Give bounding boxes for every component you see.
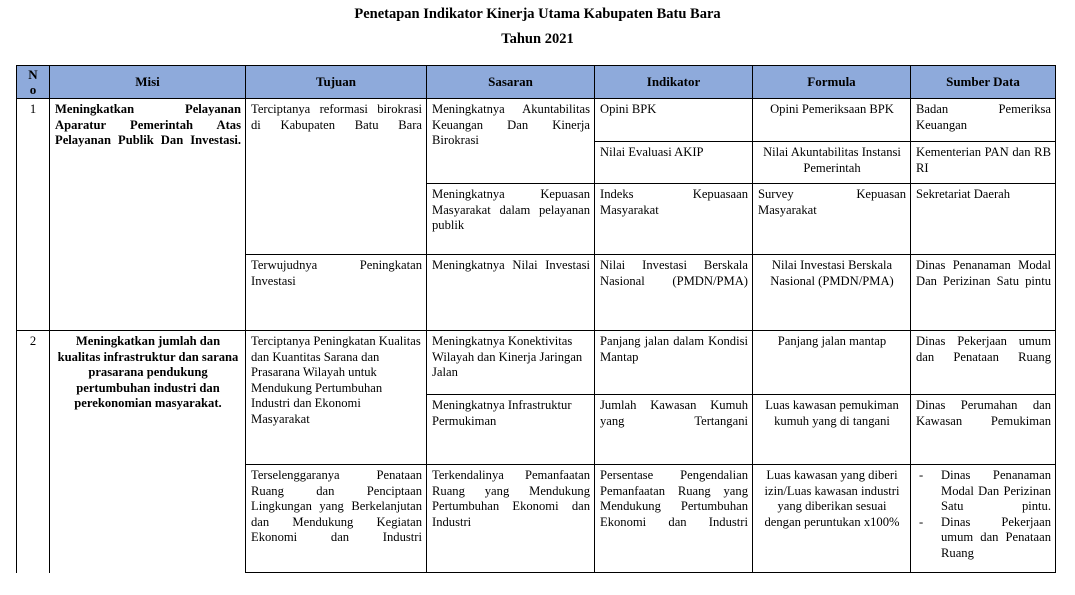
tujuan-cell: Terselenggaranya Penataan Ruang dan Penciptaan Lingkungan yang Berkelanjutan dan Mendukung Kegiatan Ekonomi dan Industri [246,465,427,573]
row-number: 2 [17,331,50,573]
tujuan-cell: Terwujudnya Peningkatan Investasi [246,255,427,331]
header-tujuan: Tujuan [246,66,427,99]
row-number: 1 [17,99,50,331]
document-year: Tahun 2021 [501,31,574,47]
sumber-data-item: - Dinas Penanaman Modal Dan Perizinan Satu pintu. [941,468,1051,515]
sasaran-cell: Meningkatnya Akuntabilitas Keuangan Dan Kinerja Birokrasi [427,99,595,184]
sumber-data-cell: Dinas Penanaman Modal Dan Perizinan Satu pintu [911,255,1056,331]
table-row [17,331,1056,395]
indikator-cell: Jumlah Kawasan Kumuh yang Tertangani [595,395,753,465]
tujuan-cell [246,331,427,465]
sumber-data-cell: Dinas Perumahan dan Kawasan Pemukiman [911,395,1056,465]
formula-cell: Nilai Investasi Berskala Nasional (PMDN/PMA) [753,255,911,331]
iku-table [16,65,1056,573]
sumber-data-cell: Dinas Pekerjaan umum dan Penataan Ruang [911,331,1056,395]
table-row [17,99,1056,142]
header-sumber-data: Sumber Data [911,66,1056,99]
indikator-cell: Indeks Kepuasaan Masyarakat [595,184,753,240]
sasaran-cell [427,395,595,465]
formula-cell: Panjang jalan mantap [753,331,911,395]
sasaran-cell [427,331,595,395]
sasaran-text: Meningkatnya Konektivitas Wilayah dan Kinerja Jaringan Jalan [432,334,583,379]
indikator-cell: Panjang jalan dalam Kondisi Mantap [595,331,753,395]
table-header-row [17,66,1056,99]
header-no-o: o [29,82,37,97]
spacer-cell [753,240,911,255]
sumber-data-cell: Kementerian PAN dan RB RI [911,142,1056,184]
spacer-cell [911,240,1056,255]
header-sasaran: Sasaran [427,66,595,99]
sumber-data-item: - Dinas Pekerjaan umum dan Penataan Ruang [941,515,1051,562]
tujuan-cell [246,99,427,255]
formula-cell: Luas kawasan yang diberi izin/Luas kawasan industri yang diberikan sesuai dengan peruntukan x100% [753,465,911,573]
tujuan-text: Terciptanya reformasi birokrasi di Kabupaten Batu Bara [251,102,422,132]
formula-cell: Luas kawasan pemukiman kumuh yang di tangani [753,395,911,465]
misi-cell: Meningkatkan jumlah dan kualitas infrastruktur dan sarana prasarana pendukung pertumbuhan industri dan perekonomian masyarakat. [50,331,246,573]
indikator-cell: Nilai Evaluasi AKIP [595,142,753,184]
header-no [17,66,50,99]
formula-cell: Nilai Akuntabilitas Instansi Pemerintah [753,142,911,184]
sasaran-cell: Terkendalinya Pemanfaatan Ruang yang Mendukung Pertumbuhan Ekonomi dan Industri [427,465,595,573]
formula-cell: Survey Kepuasan Masyarakat [753,184,911,240]
spacer-cell [595,240,753,255]
sumber-data-cell [911,465,1056,573]
sumber-data-cell: Sekretariat Daerah [911,184,1056,240]
header-misi: Misi [50,66,246,99]
header-formula: Formula [753,66,911,99]
tujuan-text: Terciptanya Peningkatan Kualitas dan Kuantitas Sarana dan Prasarana Wilayah untuk Mendukung Pertumbuhan Industri dan Ekonomi Masyarakat [251,334,421,426]
sasaran-cell: Meningkatnya Nilai Investasi [427,255,595,331]
indikator-cell: Opini BPK [595,99,753,142]
sasaran-text: Meningkatnya Infrastruktur Permukiman [432,398,572,428]
misi-cell: Meningkatkan Pelayanan Aparatur Pemerintah Atas Pelayanan Publik Dan Investasi. [50,99,246,331]
header-indikator: Indikator [595,66,753,99]
sumber-data-cell: Badan Pemeriksa Keuangan [911,99,1056,142]
header-no-n: N [28,67,38,82]
formula-cell: Opini Pemeriksaan BPK [753,99,911,142]
spacer-cell [427,240,595,255]
sumber-data-list [915,468,1051,561]
sasaran-cell: Meningkatnya Kepuasan Masyarakat dalam pelayanan publik [427,184,595,240]
document-title: Penetapan Indikator Kinerja Utama Kabupaten Batu Bara [354,6,721,22]
indikator-cell: Nilai Investasi Berskala Nasional (PMDN/PMA) [595,255,753,331]
indikator-cell: Persentase Pengendalian Pemanfaatan Ruang yang Mendukung Pertumbuhan Ekonomi dan Industri [595,465,753,573]
